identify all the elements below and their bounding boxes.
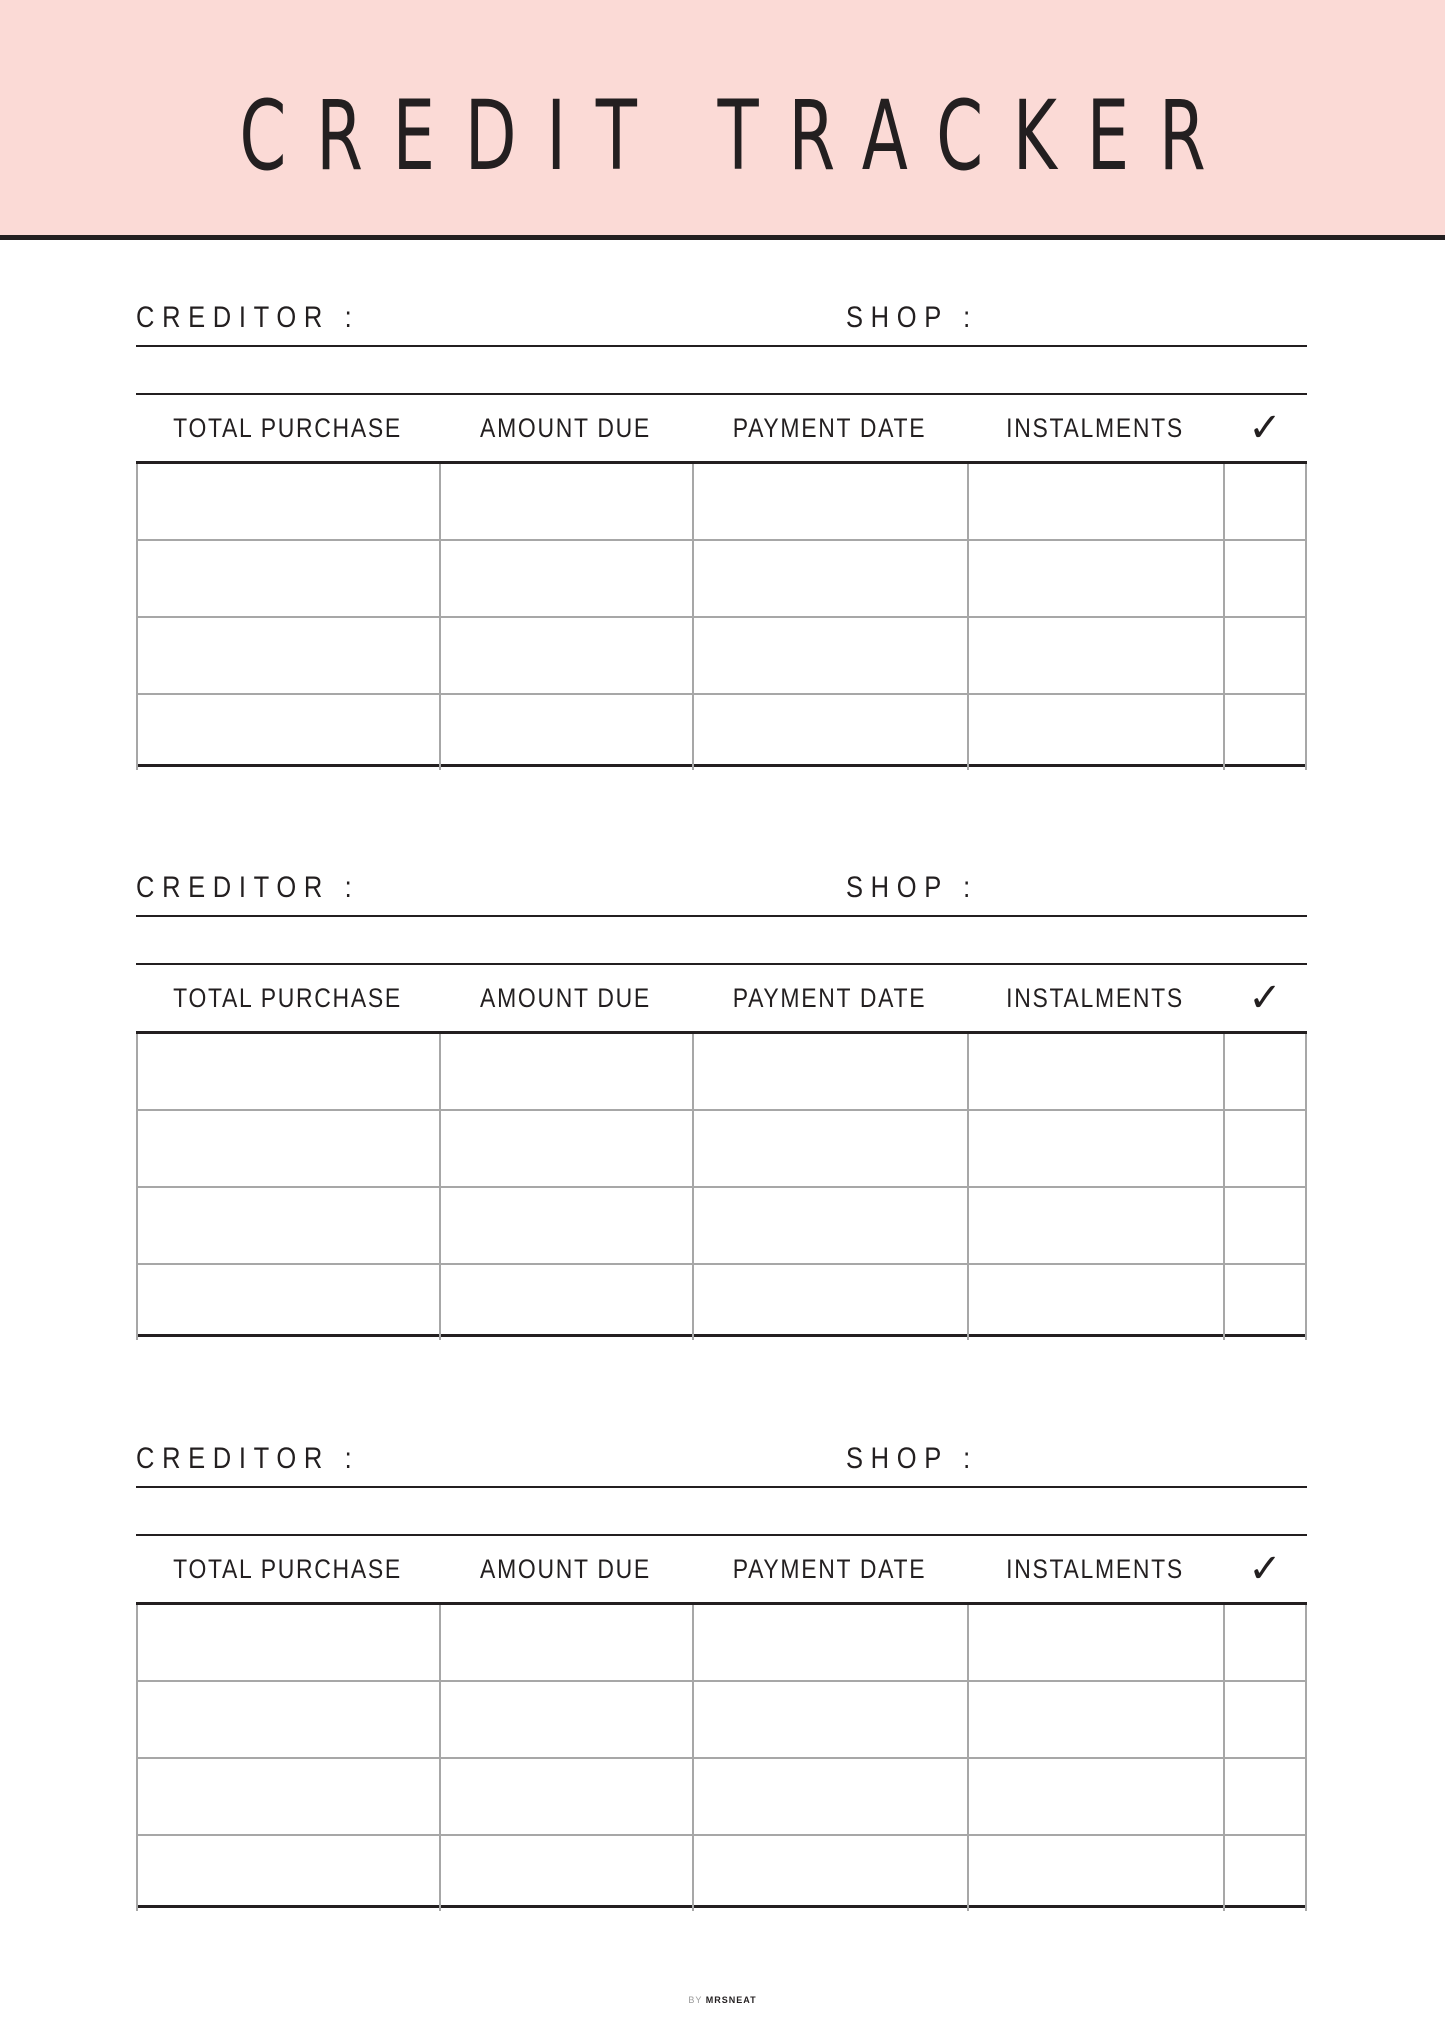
tracker-table [136,1602,1307,1908]
creditor-label: CREDITOR : [136,301,360,334]
table-cell[interactable] [967,1836,1223,1911]
table-cell[interactable] [967,618,1223,693]
checkbox-cell[interactable] [1223,1605,1307,1680]
table-cell[interactable] [692,1836,967,1911]
table-cell[interactable] [136,618,439,693]
table-cell[interactable] [967,1111,1223,1186]
checkbox-cell[interactable] [1223,1034,1307,1109]
column-header: PAYMENT DATE [732,412,927,443]
table-cell[interactable] [967,464,1223,539]
table-cell[interactable] [136,1034,439,1109]
table-cell[interactable] [692,1605,967,1680]
creditor-label: CREDITOR : [136,871,360,904]
column-header: INSTALMENTS [1006,982,1184,1013]
checkbox-cell[interactable] [1223,1682,1307,1757]
table-cell[interactable] [136,1836,439,1911]
page-title: CREDIT TRACKER [239,80,1236,192]
table-cell[interactable] [967,695,1223,770]
table-cell[interactable] [439,1759,692,1834]
table-cell[interactable] [439,1111,692,1186]
checkbox-cell[interactable] [1223,1111,1307,1186]
table-cell[interactable] [967,1682,1223,1757]
table-cell[interactable] [439,464,692,539]
table-cell[interactable] [136,1605,439,1680]
table-cell[interactable] [692,618,967,693]
column-header: TOTAL PURCHASE [173,1553,402,1584]
checkbox-cell[interactable] [1223,695,1307,770]
header-divider [0,235,1445,240]
table-cell[interactable] [439,1682,692,1757]
credit-section-1 [136,300,1307,860]
table-cell[interactable] [439,618,692,693]
table-cell[interactable] [136,1188,439,1263]
table-row [136,618,1307,695]
footer [0,1995,1445,2005]
table-cell[interactable] [692,1188,967,1263]
checkmark-icon: ✓ [1248,976,1282,1020]
footer-brand: MRSNEAT [705,1995,757,2005]
table-cell[interactable] [692,1759,967,1834]
table-cell[interactable] [439,1836,692,1911]
creditor-shop-input-line[interactable] [136,915,1307,917]
table-row [136,1188,1307,1265]
column-header: INSTALMENTS [1006,412,1184,443]
table-cell[interactable] [439,1605,692,1680]
tracker-table [136,1031,1307,1337]
table-cell[interactable] [692,464,967,539]
table-cell[interactable] [692,1034,967,1109]
creditor-shop-input-line[interactable] [136,345,1307,347]
table-cell[interactable] [967,541,1223,616]
table-cell[interactable] [967,1265,1223,1340]
table-cell[interactable] [136,1111,439,1186]
table-header [136,1536,1307,1602]
tracker-table [136,461,1307,767]
table-row [136,695,1307,770]
table-row [136,1034,1307,1111]
table-row [136,1605,1307,1682]
creditor-shop-input-line[interactable] [136,1486,1307,1488]
table-cell[interactable] [439,541,692,616]
checkbox-cell[interactable] [1223,618,1307,693]
footer-by: BY [688,1995,703,2005]
checkmark-icon: ✓ [1248,406,1282,450]
checkbox-cell[interactable] [1223,1188,1307,1263]
table-row [136,464,1307,541]
table-row [136,1759,1307,1836]
table-cell[interactable] [136,1682,439,1757]
column-header: AMOUNT DUE [480,1553,651,1584]
checkbox-cell[interactable] [1223,1265,1307,1340]
table-cell[interactable] [439,1034,692,1109]
table-row [136,541,1307,618]
table-cell[interactable] [136,1265,439,1340]
column-header: INSTALMENTS [1006,1553,1184,1584]
table-row [136,1111,1307,1188]
table-cell[interactable] [136,464,439,539]
table-cell[interactable] [967,1759,1223,1834]
table-cell[interactable] [692,1682,967,1757]
table-header [136,395,1307,461]
creditor-label: CREDITOR : [136,1442,360,1475]
table-cell[interactable] [439,1188,692,1263]
checkbox-cell[interactable] [1223,464,1307,539]
credit-section-3 [136,1441,1307,2001]
column-header: TOTAL PURCHASE [173,982,402,1013]
column-header: TOTAL PURCHASE [173,412,402,443]
table-cell[interactable] [692,541,967,616]
checkbox-cell[interactable] [1223,1836,1307,1911]
column-header: PAYMENT DATE [732,1553,927,1584]
table-cell[interactable] [967,1605,1223,1680]
table-cell[interactable] [692,695,967,770]
table-cell[interactable] [439,1265,692,1340]
credit-section-2 [136,870,1307,1430]
table-row [136,1682,1307,1759]
table-cell[interactable] [439,695,692,770]
table-cell[interactable] [967,1034,1223,1109]
shop-label: SHOP : [846,301,978,334]
table-cell[interactable] [136,1759,439,1834]
table-cell[interactable] [692,1265,967,1340]
column-header: AMOUNT DUE [480,982,651,1013]
checkbox-cell[interactable] [1223,541,1307,616]
column-header: AMOUNT DUE [480,412,651,443]
table-cell[interactable] [136,541,439,616]
checkmark-icon: ✓ [1248,1547,1282,1591]
table-cell[interactable] [967,1188,1223,1263]
table-header [136,965,1307,1031]
table-cell[interactable] [692,1111,967,1186]
column-header: PAYMENT DATE [732,982,927,1013]
checkbox-cell[interactable] [1223,1759,1307,1834]
table-row [136,1265,1307,1340]
table-cell[interactable] [136,695,439,770]
table-row [136,1836,1307,1911]
shop-label: SHOP : [846,871,978,904]
shop-label: SHOP : [846,1442,978,1475]
